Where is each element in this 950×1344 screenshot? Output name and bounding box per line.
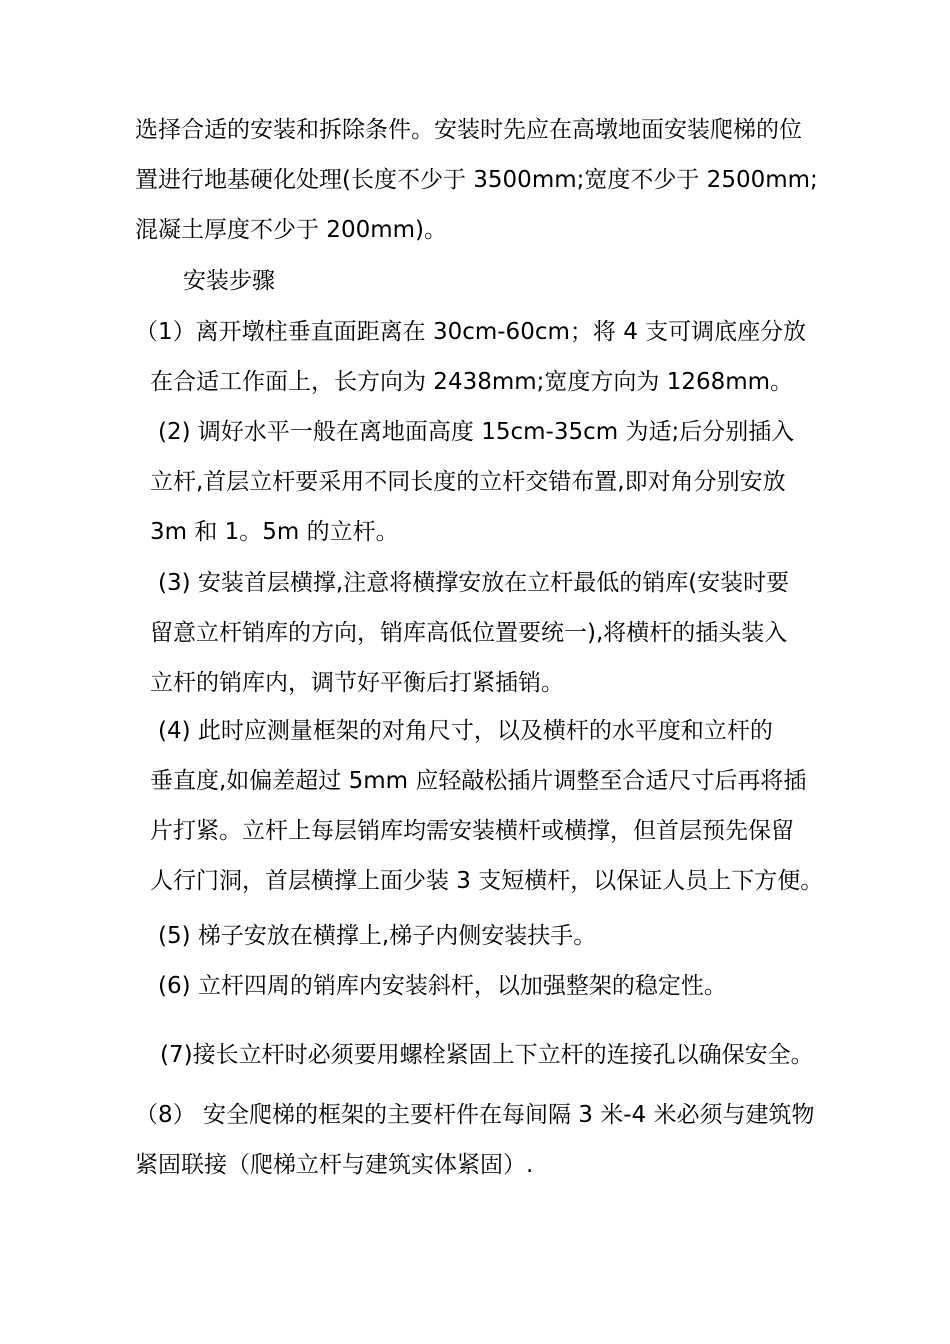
step-1-line: （1）离开墩柱垂直面距离在 30cm-60cm；将 4 支可调底座分放	[135, 319, 807, 345]
step-4-line: 片打紧。立杆上每层销库均需安装横杆或横撑，但首层预先保留	[150, 818, 794, 844]
step-4-line: (4) 此时应测量框架的对角尺寸，以及横杆的水平度和立杆的	[158, 718, 773, 744]
intro-line: 混凝土厚度不少于 200mm)。	[135, 217, 447, 243]
step-4-line: 人行门洞，首层横撑上面少装 3 支短横杆，以保证人员上下方便。	[150, 868, 824, 894]
step-3-line: 留意立杆销库的方向，销库高低位置要统一),将横杆的插头装入	[150, 620, 788, 646]
section-heading: 安装步骤	[183, 268, 275, 294]
step-4-line: 垂直度,如偏差超过 5mm 应轻敲松插片调整至合适尺寸后再将插	[150, 768, 807, 794]
step-2-line: (2) 调好水平一般在离地面高度 15cm-35cm 为适;后分别插入	[158, 419, 795, 445]
step-7-line: (7)接长立杆时必须要用螺栓紧固上下立杆的连接孔以确保安全。	[160, 1042, 814, 1068]
step-3-line: 立杆的销库内，调节好平衡后打紧插销。	[150, 670, 564, 696]
step-1-line: 在合适工作面上，长方向为 2438mm;宽度方向为 1268mm。	[150, 369, 794, 395]
step-8-line: 紧固联接（爬梯立杆与建筑实体紧固）.	[135, 1152, 534, 1178]
step-3-line: (3) 安装首层横撑,注意将横撑安放在立杆最低的销库(安装时要	[158, 570, 790, 596]
step-6-line: (6) 立杆四周的销库内安装斜杆，以加强整架的稳定性。	[158, 973, 727, 999]
step-5-line: (5) 梯子安放在横撑上,梯子内侧安装扶手。	[158, 923, 597, 949]
step-8-line: （8） 安全爬梯的框架的主要杆件在每间隔 3 米-4 米必须与建筑物	[135, 1102, 815, 1128]
intro-line: 选择合适的安装和拆除条件。安装时先应在高墩地面安装爬梯的位	[135, 117, 802, 143]
step-2-line: 3m 和 1。5m 的立杆。	[150, 519, 399, 545]
intro-line: 置进行地基硬化处理(长度不少于 3500mm;宽度不少于 2500mm;	[135, 167, 818, 193]
step-2-line: 立杆,首层立杆要采用不同长度的立杆交错布置,即对角分别安放	[150, 469, 786, 495]
